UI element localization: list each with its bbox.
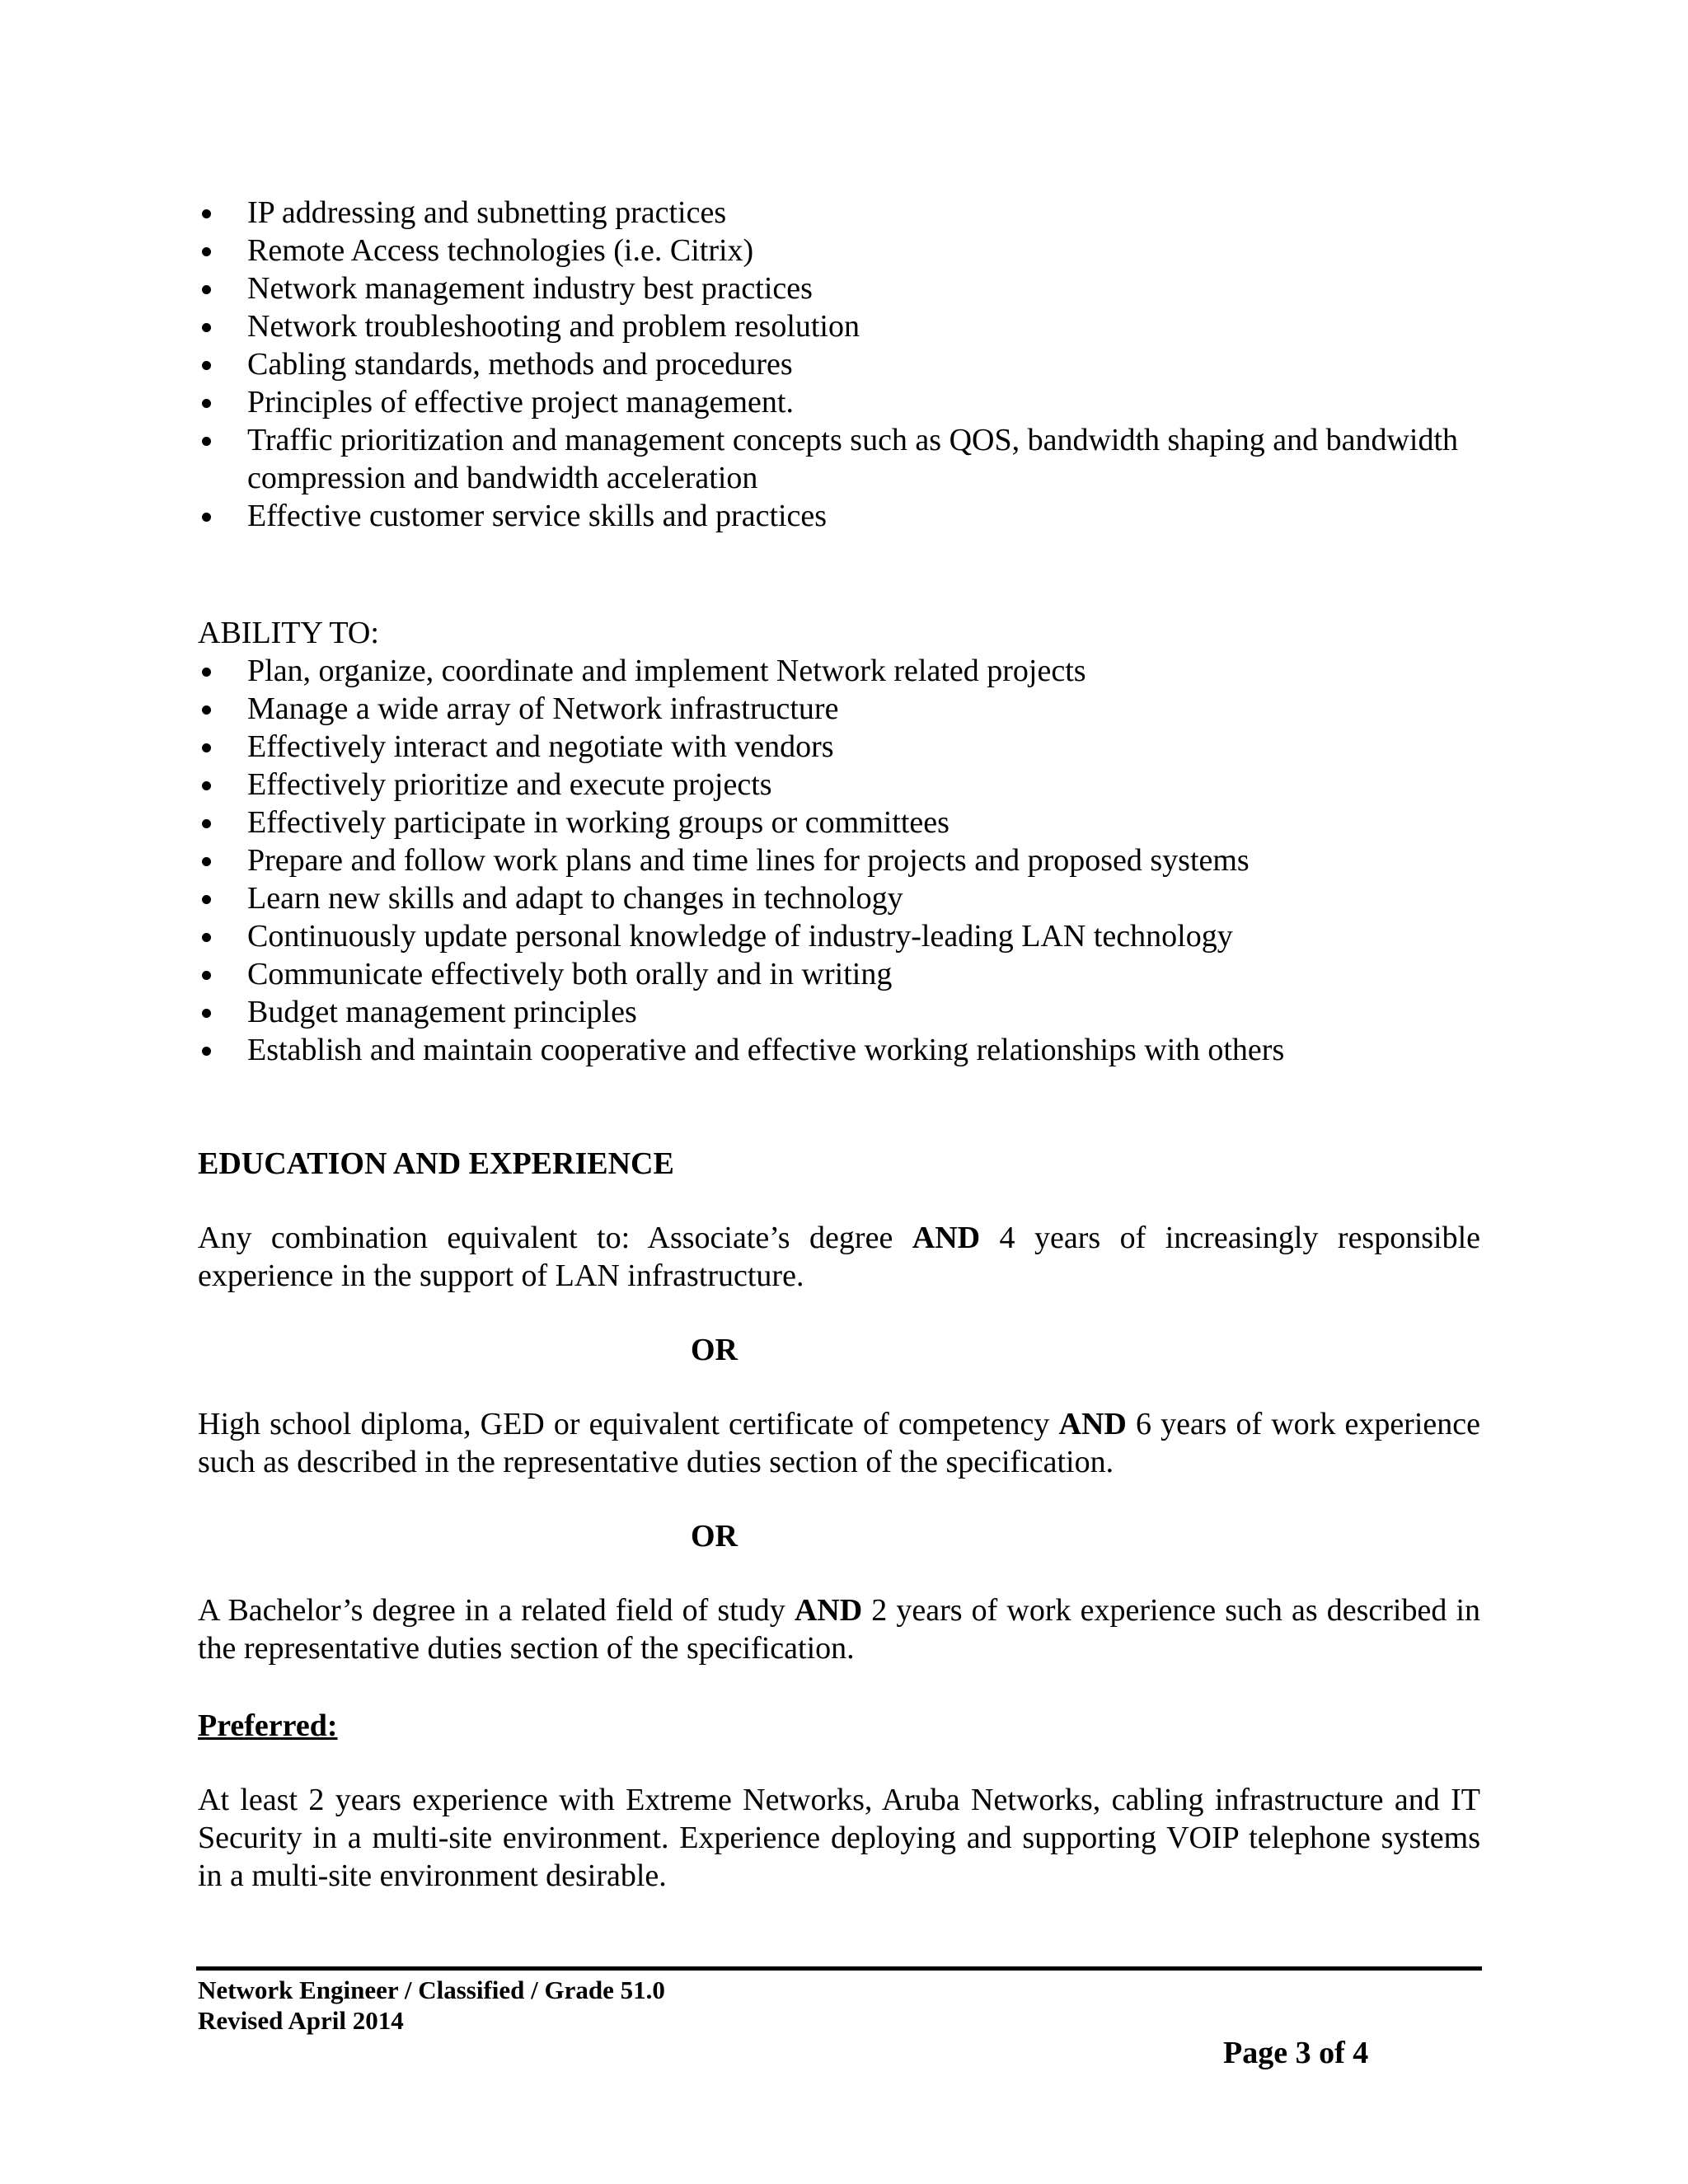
ability-heading: ABILITY TO: [198,616,379,650]
option-text: 6 years of work experience such as described in the representative duties section of the specification. [198,1407,1480,1479]
education-option-bachelor [198,1591,1480,1667]
list-item: Traffic prioritization and management concepts such as QOS, bandwidth shaping and bandwidth compression and bandwidth acceleration [198,421,1480,497]
list-item: Principles of effective project management. [198,383,1480,421]
list-item: Network troubleshooting and problem resolution [198,307,1480,345]
footer-revision: Revised April 2014 [198,2006,404,2035]
footer-divider [196,1966,1482,1971]
education-option-associate [198,1219,1480,1295]
list-item: Effectively prioritize and execute projects [198,766,1480,804]
list-item: Budget management principles [198,993,1480,1031]
option-text: A Bachelor’s degree in a related field of study [198,1593,795,1628]
and-keyword: AND [912,1221,981,1255]
list-item: Plan, organize, coordinate and implement Network related projects [198,652,1480,690]
list-item: Effectively interact and negotiate with vendors [198,728,1480,766]
option-text: Any combination equivalent to: Associate’s degree [198,1221,912,1255]
document-page [198,194,1480,1895]
preferred-heading: Preferred: [198,1708,338,1743]
or-separator: OR [691,1333,738,1367]
list-item: Effective customer service skills and practices [198,497,1480,535]
page-number: Page 3 of 4 [1223,2036,1369,2070]
option-text: 2 years of work experience such as described in the representative duties section of the specification. [198,1593,1480,1666]
footer-title: Network Engineer / Classified / Grade 51.0 [198,1975,665,2004]
list-item: Manage a wide array of Network infrastructure [198,690,1480,728]
or-separator: OR [691,1519,738,1554]
and-keyword: AND [794,1593,863,1628]
list-item: Learn new skills and adapt to changes in technology [198,879,1480,917]
list-item: Continuously update personal knowledge of industry-leading LAN technology [198,917,1480,955]
option-text: High school diploma, GED or equivalent certificate of competency [198,1407,1059,1441]
list-item: Network management industry best practices [198,269,1480,307]
and-keyword: AND [1058,1407,1127,1441]
preferred-text: At least 2 years experience with Extreme Networks, Aruba Networks, cabling infrastructure and IT Security in a multi-site environment. Experience deploying and supporting VOIP telephone systems in a multi-site environment desirable. [198,1783,1480,1893]
list-item: Communicate effectively both orally and in writing [198,955,1480,993]
education-heading: EDUCATION AND EXPERIENCE [198,1146,674,1181]
ability-list [198,652,1480,1069]
list-item: Remote Access technologies (i.e. Citrix) [198,232,1480,269]
footer [198,1975,665,2036]
list-item: Effectively participate in working groups or committees [198,804,1480,841]
list-item: Prepare and follow work plans and time lines for projects and proposed systems [198,841,1480,879]
knowledge-list [198,194,1480,535]
education-option-high-school [198,1405,1480,1481]
option-text: 4 years of increasingly responsible experience in the support of LAN infrastructure. [198,1221,1480,1293]
list-item: Cabling standards, methods and procedures [198,345,1480,383]
list-item: Establish and maintain cooperative and effective working relationships with others [198,1031,1480,1069]
list-item: IP addressing and subnetting practices [198,194,1480,232]
